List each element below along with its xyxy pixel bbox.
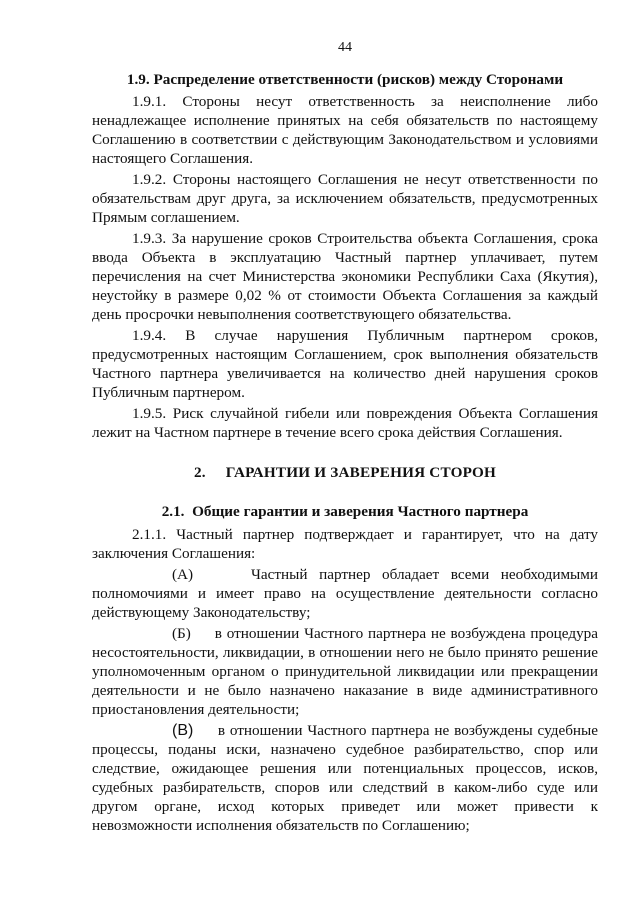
list-text-a: Частный партнер обладает всеми необходимыми полномочиями и имеет право на осуществление деятельности согласно действующему Законодательству;: [92, 566, 598, 621]
section-heading-1-9: 1.9. Распределение ответственности (рисков) между Сторонами: [126, 71, 564, 88]
paragraph-1-9-5: 1.9.5. Риск случайной гибели или повреждения Объекта Соглашения лежит на Частном партнере в течение всего срока действия Соглашения.: [92, 405, 598, 441]
section-heading-2-1: 2.1. Общие гарантии и заверения Частного партнера: [161, 503, 529, 520]
section-heading-2: 2. ГАРАНТИИ И ЗАВЕРЕНИЯ СТОРОН: [194, 464, 496, 481]
list-text-b: в отношении Частного партнера не возбуждена процедура несостоятельности, ликвидации, в отношении него не было принято решение уполномоченным органом о принудительной ликвидации или прекращении деятельности и не было назначено наказание в виде административного приостановления деятельности;: [92, 625, 599, 718]
paragraph-2-1-1: 2.1.1. Частный партнер подтверждает и гарантирует, что на дату заключения Соглашения:: [92, 526, 598, 562]
document-page: [92, 0, 598, 835]
list-item-v: [92, 721, 598, 835]
page-number: 44: [338, 40, 352, 55]
paragraph-1-9-1: 1.9.1. Стороны несут ответственность за неисполнение либо ненадлежащее исполнение принятых на себя обязательств по настоящему Соглашению в соответствии с действующим Законодательством и условиями настоящего Соглашения.: [92, 93, 598, 167]
paragraph-1-9-2: 1.9.2. Стороны настоящего Соглашения не несут ответственности по обязательствам друг друга, за исключением обязательств, предусмотренных Прямым соглашением.: [92, 171, 598, 226]
list-marker-a: (А): [172, 566, 194, 583]
list-marker-b: (Б): [172, 625, 191, 642]
paragraph-1-9-4: 1.9.4. В случае нарушения Публичным партнером сроков, предусмотренных настоящим Соглашением, срок выполнения обязательств Частного партнера увеличивается на количество дней нарушения сроков Публичным партнером.: [92, 327, 598, 401]
paragraph-1-9-3: 1.9.3. За нарушение сроков Строительства объекта Соглашения, срока ввода Объекта в эксплуатацию Частный партнер уплачивает, путем перечисления на счет Министерства экономики Республики Саха (Якутия), неустойку в размере 0,02 % от стоимости Объекта Соглашения за каждый день просрочки невыполнения соответствующего обязательства.: [92, 230, 598, 323]
list-text-v: в отношении Частного партнера не возбуждены судебные процессы, поданы иски, назначено судебное разбирательство, спор или следствие, ожидающее решения или потенциальных процессов, исков, судебных разбирательств, споров или следствий в каком-либо суде или другом органе, исход которых приведет или может привести к невозможности исполнения обязательств по Соглашению;: [92, 722, 598, 834]
list-item-b: [92, 624, 598, 719]
list-item-a: [92, 565, 598, 622]
list-marker-v: (В): [172, 722, 194, 739]
